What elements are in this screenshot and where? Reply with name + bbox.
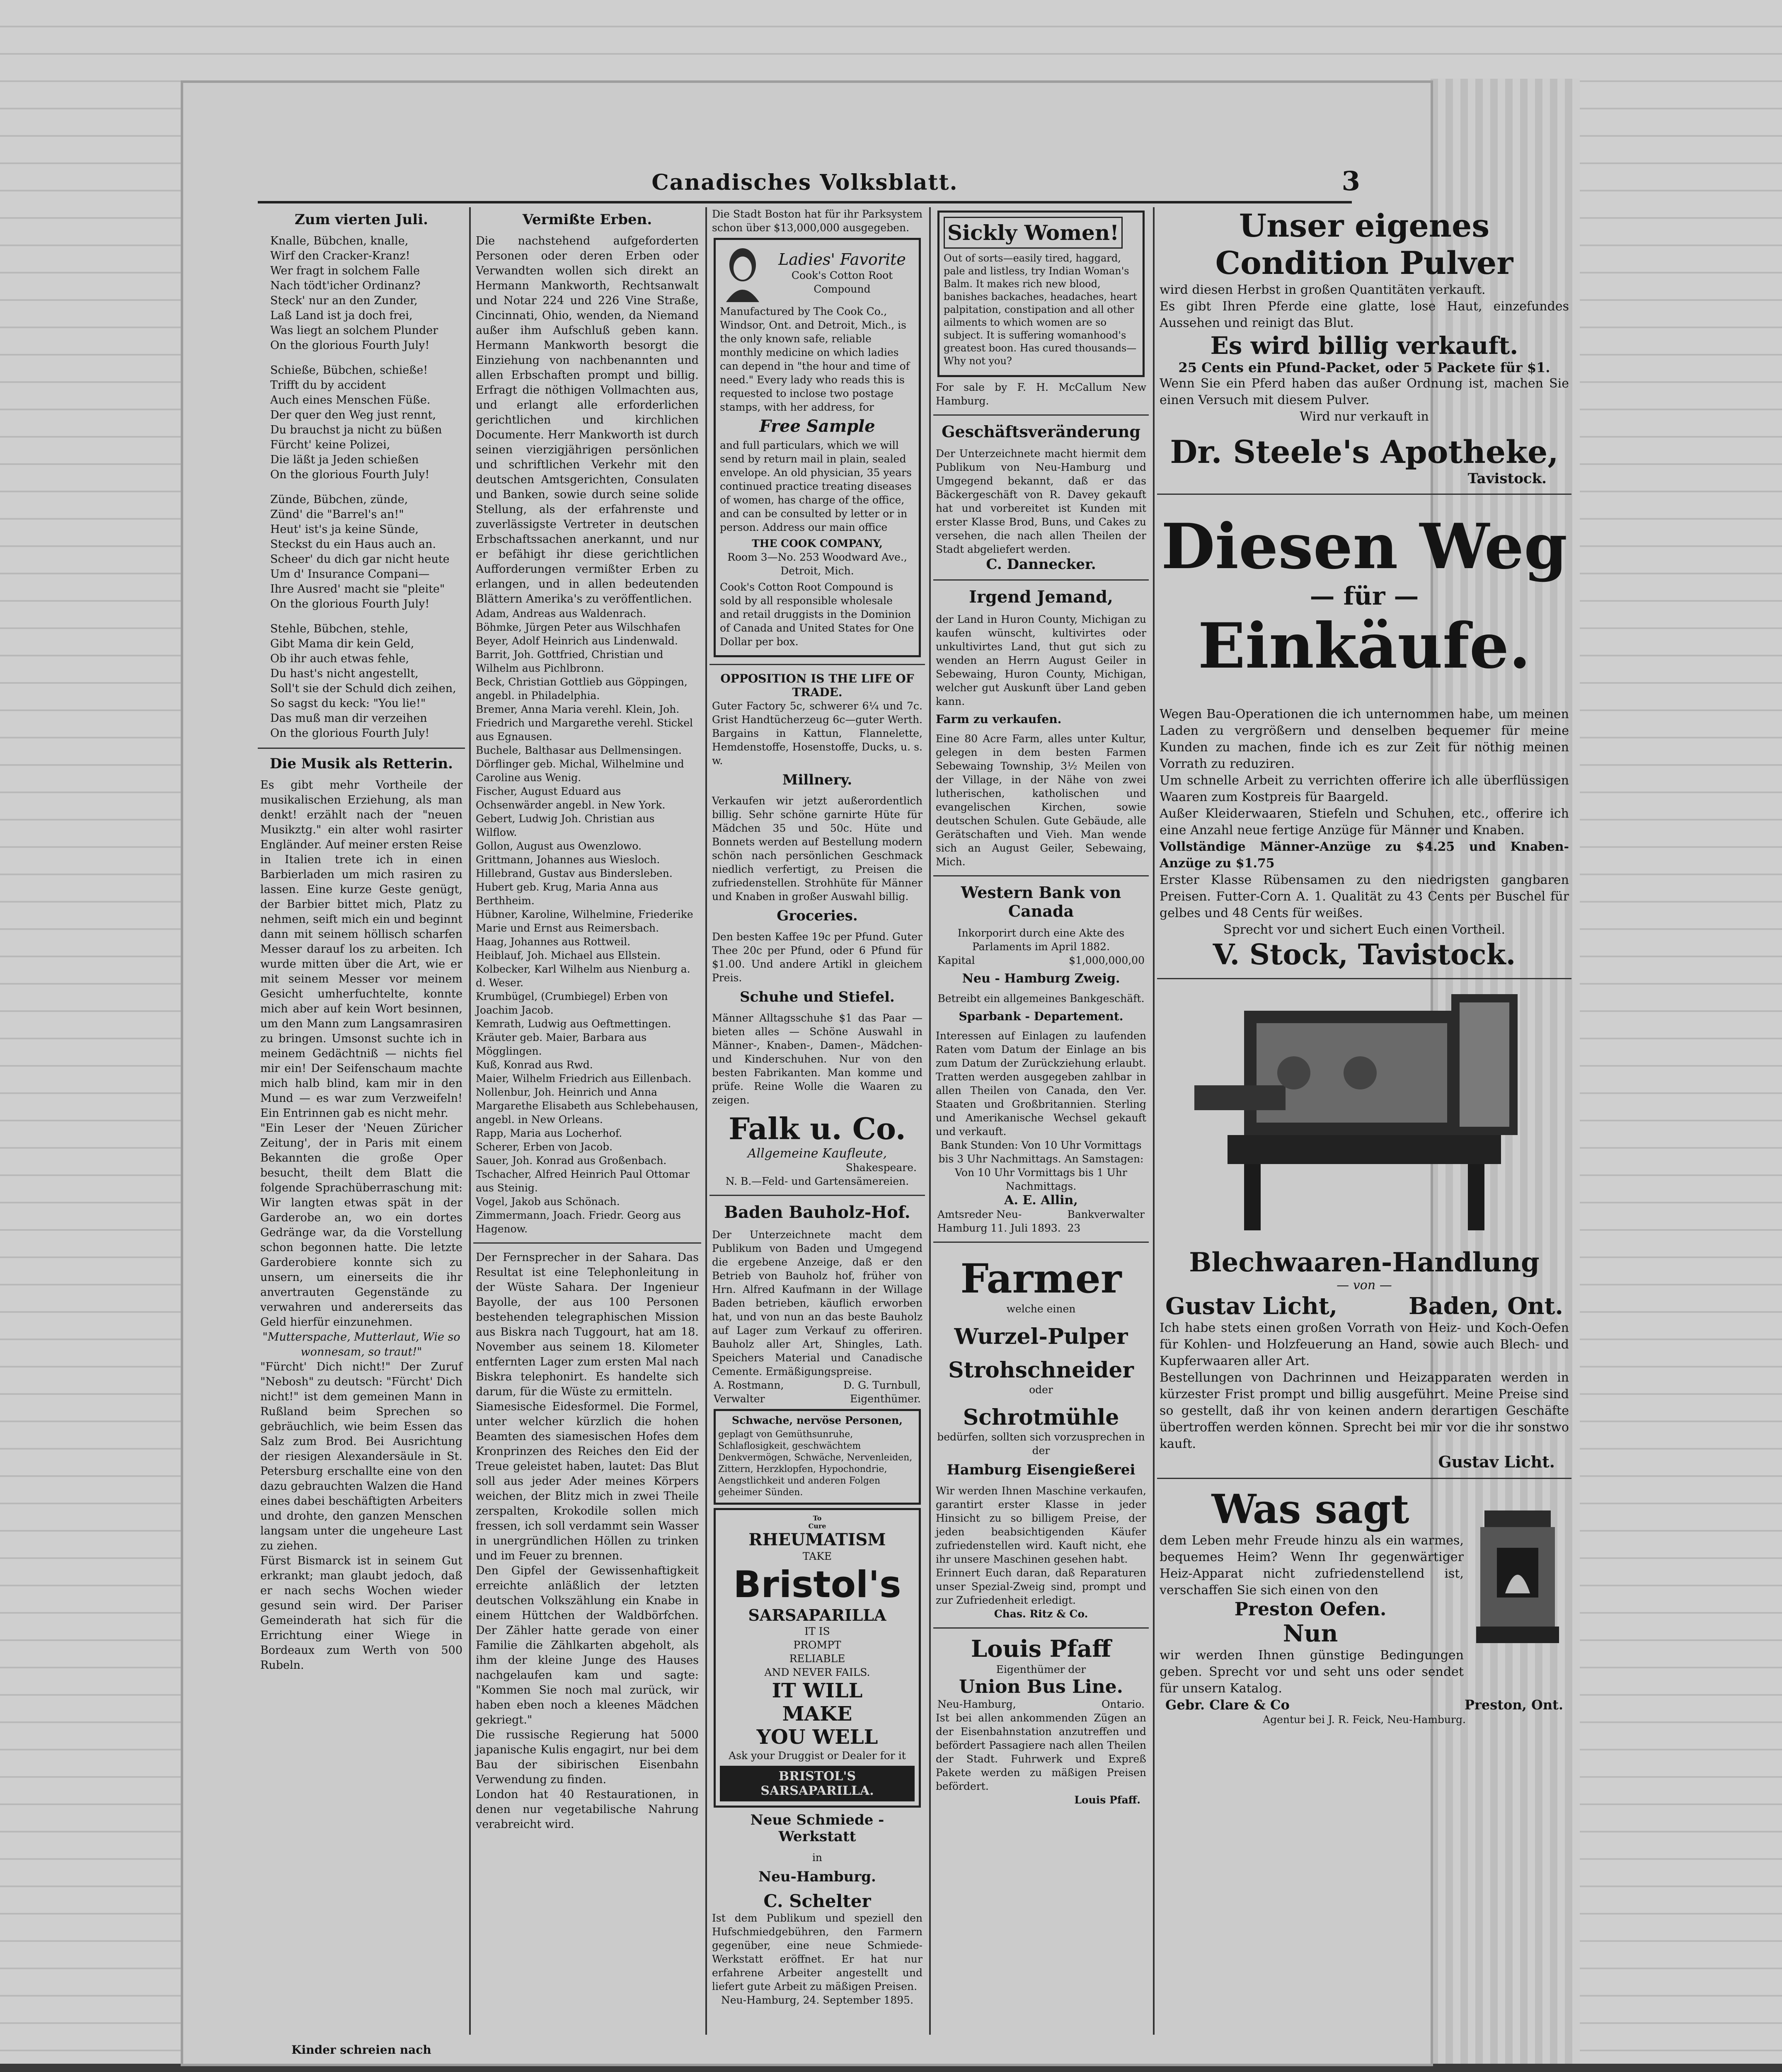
ad-body: Vollständige Männer-Anzüge zu $4.25 und Knaben-Anzüge zu $1.75 bbox=[1160, 840, 1569, 871]
ad-line: — von — bbox=[1336, 1278, 1392, 1293]
ad-body: Den besten Kaffee 19c per Pfund. Guter Thee 20c per Pfund, oder 6 Pfund für $1.00. Und andere Artikl in gleichem Preis. bbox=[712, 931, 922, 984]
poem-line: Steckst du ein Haus auch an. bbox=[270, 538, 436, 551]
article-quote: "Mutterspache, Mutterlaut, Wie so wonnesam, so traut!" bbox=[262, 1331, 460, 1358]
stove-illustration-icon bbox=[1186, 986, 1542, 1243]
list-item: Dörflinger geb. Michal, Wilhelmine und Caroline aus Wenig. bbox=[476, 758, 684, 784]
ad-line: bedürfen, sollten sich vorzusprechen in der bbox=[937, 1431, 1145, 1457]
list-item: Kuß, Konrad aus Rwd. bbox=[476, 1059, 593, 1071]
ad-subtitle: Cook's Cotton Root Compound bbox=[791, 269, 893, 295]
poem-line: Gibt Mama dir kein Geld, bbox=[270, 637, 414, 650]
ad-weak-persons bbox=[714, 1409, 921, 1505]
list-item: Kemrath, Ludwig aus Oeftmettingen. bbox=[476, 1018, 671, 1030]
ad-company: THE COOK COMPANY, bbox=[752, 537, 883, 549]
ad-body: dem Leben mehr Freude hinzu als ein warmes, bequemes Heim? Wenn Ihr gegenwärtiger Heiz-Apparat nicht zufriedenstellend ist, verschaffen Sie sich einen von den bbox=[1160, 1533, 1464, 1598]
poem-line: On the glorious Fourth July! bbox=[270, 468, 430, 481]
ad-sickly-women bbox=[937, 211, 1145, 377]
ad-line: oder bbox=[1029, 1384, 1053, 1396]
poem-line: Auch eines Menschen Füße. bbox=[270, 394, 431, 407]
ad-body: Wenn Sie ein Pferd haben das außer Ordnung ist, machen Sie einen Versuch mit diesem Pulver. bbox=[1160, 376, 1569, 407]
ad-line: YOU WELL bbox=[756, 1726, 878, 1749]
ad-body: Außer Kleiderwaaren, Stiefeln und Schuhen, etc., offerire ich eine Anzahl neue fertige Anzüge für Männer und Knaben. bbox=[1160, 806, 1569, 838]
ad-signature: Gebr. Clare & Co bbox=[1165, 1697, 1290, 1713]
ad-signature: D. G. Turnbull, bbox=[843, 1379, 921, 1391]
divider bbox=[933, 1242, 1149, 1243]
ad-heading: Schwache, nervöse Personen, bbox=[732, 1414, 903, 1426]
bank-branch: Neu - Hamburg Zweig. bbox=[962, 971, 1120, 986]
ad-tin-city: Baden, Ont. bbox=[1409, 1293, 1563, 1320]
divider bbox=[709, 664, 925, 665]
poem-line: Trifft du by accident bbox=[270, 379, 386, 392]
article-paragraph: Fürst Bismarck ist in seinem Gut erkrankt; man glaubt jedoch, daß er nach sechs Wochen wieder gesund sein wird. Der Pariser Gemeinderath hat sich für die Errichtung einer Wiege in Bordeaux zum Werth von 500 Rubeln. bbox=[260, 1554, 462, 1672]
ad-brand: Bristol's bbox=[733, 1563, 901, 1606]
list-item: Vogel, Jakob aus Schönach. bbox=[476, 1196, 620, 1208]
ad-heading: Union Bus Line. bbox=[959, 1676, 1123, 1697]
ad-body: Wegen Bau-Operationen die ich unternommen habe, um meinen Laden zu vergrößern und denselben bequemer für meine Kunden zu machen, finde ich es zur Zeit für nöthig meinen Vorrath zu reduziren. bbox=[1160, 707, 1569, 771]
ad-heading: Farm zu verkaufen. bbox=[936, 712, 1062, 726]
ad-line: in bbox=[812, 1852, 823, 1864]
poem-line: Fürcht' keine Polizei, bbox=[270, 438, 390, 451]
article-paragraph: Den Gipfel der Gewissenhaftigkeit erreichte anläßlich der letzten deutschen Volkszählung ein Knabe in einem Hüttchen der Waldbörfchen. Der Zähler hatte gerade von einer Familie die Zählkarten abgeholt, als ihm der kleine Junge des Hauses nachgelaufen kam und sagte: "Kommen Sie noch mal zurück, wir haben eben noch a kleenes Mädchen gekriegt." bbox=[476, 1564, 699, 1726]
list-item: Krumbügel, (Crumbiegel) Erben von Joachim Jacob. bbox=[476, 990, 668, 1016]
poem-line: Wer fragt in solchem Falle bbox=[270, 264, 420, 277]
ad-banner: BRISTOL'S SARSAPARILLA. bbox=[720, 1766, 915, 1801]
column-3 bbox=[709, 207, 925, 2035]
ad-title: Sickly Women! bbox=[944, 217, 1123, 249]
list-item: Grittmann, Johannes aus Wiesloch. bbox=[476, 854, 660, 866]
ad-line: Eigenthümer der bbox=[996, 1663, 1086, 1675]
ad-heading: Baden Bauholz-Hof. bbox=[724, 1203, 910, 1222]
poem-line: Nach tödt'icher Ordinanz? bbox=[270, 279, 421, 292]
article-paragraph: Der Fernsprecher in der Sahara. Das Resultat ist eine Telephonleitung in der Wüste Sahara. Der Ingenieur Bayolle, der aus 100 Personen bestehenden telegraphischen Mission aus Biskra nach Tuggourt, hat am 18. November aus seinem 18. Kilometer entfernten Lager zum ersten Mal nach Biskra telephonirt. Es handelte sich darum, für die Wüste zu ermitteln. bbox=[476, 1251, 699, 1398]
masthead bbox=[258, 166, 1360, 199]
ad-city: Tavistock. bbox=[1467, 470, 1547, 487]
newspaper-page bbox=[183, 83, 1569, 2064]
divider bbox=[933, 414, 1149, 416]
ad-signature: Preston, Ont. bbox=[1464, 1697, 1563, 1713]
ad-was-title: Was sagt bbox=[1211, 1486, 1409, 1532]
poem-line: Die läßt ja Jeden schießen bbox=[270, 453, 419, 466]
poem-line: On the glorious Fourth July! bbox=[270, 598, 430, 610]
ad-firm-note: N. B.—Feld- und Gartensämereien. bbox=[725, 1175, 909, 1187]
list-item: Beck, Christian Gottlieb aus Göppingen, angebl. in Philadelphia. bbox=[476, 676, 688, 702]
article-paragraph: Siamesische Eidesformel. Die Formel, unter welcher kürzlich die hohen Beamten des siamesischen Hofes dem Kronprinzen des Reiches den Eid der Treue geleistet haben, lautet: Das Blut soll aus jeder Ader meines Körpers weichen, der Blitz mich in zwei Theile zerspalten, Krokodile sollen mich fressen, ich soll verdammt sein Wasser in unergründlichen Höllen zu trinken und im Feuer zu brennen. bbox=[476, 1400, 699, 1562]
poem-stanza bbox=[270, 622, 465, 741]
ad-heading: Groceries. bbox=[777, 908, 858, 924]
ad-line: To bbox=[813, 1514, 822, 1522]
poem-line: Wirf den Cracker-Kranz! bbox=[270, 249, 410, 262]
poem-line: So sagst du keck: "You lie!" bbox=[270, 697, 426, 710]
divider bbox=[1157, 494, 1571, 495]
woman-portrait-icon bbox=[720, 244, 765, 302]
ad-heading: OPPOSITION IS THE LIFE OF TRADE. bbox=[720, 672, 914, 699]
ad-item: Strohschneider bbox=[948, 1358, 1134, 1383]
list-item: Fischer, August Eduard aus Ochsenwärder angebl. in New York. bbox=[476, 785, 666, 811]
ad-item: Wurzel-Pulper bbox=[954, 1324, 1128, 1349]
divider bbox=[258, 748, 465, 749]
ad-line: RELIABLE bbox=[789, 1653, 845, 1665]
ad-line: PROMPT bbox=[793, 1639, 841, 1651]
article-paragraph: "Fürcht' Dich nicht!" Der Zuruf "Nebosh" zu deutsch: "Fürcht' Dich nicht!" ist dem gemeinen Mann in Rußland beim Sprechen so gebräuchlich, wie beim Essen das Salz zum Brod. Bei Ausrichtung der riesigen Alexandersäule in St. Petersburg erschallte eine von den dazu gebrauchten Walzen die Hand eines dabei beschäftigten Arbeiters und drohte, den ganzen Menschen langsam unter die ungeheure Last zu ziehen. bbox=[260, 1360, 462, 1552]
ad-body: Sprecht vor und sichert Euch einen Vortheil. bbox=[1223, 922, 1505, 937]
ad-heading: Neu-Hamburg. bbox=[758, 1869, 876, 1885]
poem-title: Zum vierten Juli. bbox=[295, 211, 428, 228]
list-item: Beyer, Adolf Heinrich aus Lindenwald. bbox=[476, 635, 678, 647]
list-item: Hübner, Karoline, Wilhelmine, Friederike Marie und Ernst aus Reimersbach. bbox=[476, 908, 693, 934]
ad-price: 25 Cents ein Pfund-Packet, oder 5 Packete für $1. bbox=[1178, 360, 1550, 375]
poem-stanza bbox=[270, 492, 465, 612]
list-item: Gebert, Ludwig Joh. Christian aus Wilflow. bbox=[476, 813, 655, 838]
ad-signature: Gustav Licht. bbox=[1438, 1452, 1555, 1471]
ad-title: Ladies' Favorite bbox=[778, 250, 906, 269]
poem-line: Der quer den Weg just rennt, bbox=[270, 409, 436, 421]
ad-firm-name: C. Schelter bbox=[763, 1891, 871, 1911]
ad-line: IT IS bbox=[804, 1625, 830, 1637]
ad-sale-note: For sale by F. H. McCallum New Hamburg. bbox=[936, 381, 1146, 407]
ad-place: Ontario. bbox=[1101, 1698, 1145, 1710]
ad-weg-title: Diesen Weg bbox=[1161, 510, 1568, 583]
heirs-list bbox=[476, 607, 699, 1236]
list-item: Nollenbur, Joh. Heinrich und Anna Margarethe Elisabeth aus Schlebehausen, angebl. in New Orleans. bbox=[476, 1086, 699, 1126]
poem-line: On the glorious Fourth July! bbox=[270, 339, 430, 352]
poem-line: Stehle, Bübchen, stehle, bbox=[270, 622, 409, 635]
list-item: Hubert geb. Krug, Maria Anna aus Berthheim. bbox=[476, 881, 659, 907]
bank-footer-left: Amtsreder Neu-Hamburg 11. Juli 1893. bbox=[937, 1208, 1061, 1234]
ad-body: Bestellungen von Dachrinnen und Heizapparaten werden in kürzester Frist prompt und billig ausgeführt. Meine Preise sind so gestellt, daß ihr von keinen andern derartigen Geschäfte übertroffen werden können. Sprecht bei mir vor die ihr sonstwo kauft. bbox=[1160, 1370, 1569, 1451]
ad-weg-title: Einkäufe. bbox=[1198, 610, 1531, 683]
ad-free-sample: Free Sample bbox=[759, 416, 875, 436]
list-item: Zimmermann, Joach. Friedr. Georg aus Hagenow. bbox=[476, 1209, 681, 1235]
ad-powder-title: Unser eigenes Condition Pulver bbox=[1215, 207, 1513, 281]
article-paragraph: Die russische Regierung hat 5000 japanische Kulis engagirt, nur bei dem Bau der sibirischen Eisenbahn Verwendung zu finden. bbox=[476, 1728, 699, 1786]
poem-line: Schieße, Bübchen, schieße! bbox=[270, 364, 428, 377]
ad-heading: Neue Schmiede - Werkstatt bbox=[750, 1812, 884, 1845]
column-divider bbox=[1153, 207, 1155, 2035]
ad-item: Schrotmühle bbox=[963, 1405, 1119, 1430]
ad-body: Erster Klasse Rübensamen zu den niedrigsten gangbaren Preisen. Futter-Corn A. 1. Qualität zu 43 Cents per Buschel für gelbes und 48 Cents für weißes. bbox=[1160, 873, 1569, 920]
list-item: Adam, Andreas aus Waldenrach. bbox=[476, 608, 646, 620]
ad-heading: Preston Oefen. bbox=[1234, 1599, 1387, 1620]
ad-body: Eine 80 Acre Farm, alles unter Kultur, gelegen in dem besten Farmen Sebewaing Township, 3½ Meilen von der Village, in der Nähe von zwei lutherischen, katholischen und evangelischen Kirchen, sowie deutschen Schulen. Gute Gebäude, alle Gerätschaften und Vieh. Man wende sich an August Geiler, Sebewaing, Mich. bbox=[936, 733, 1146, 868]
ad-body: Manufactured by The Cook Co., Windsor, Ont. and Detroit, Mich., is the only known safe, reliable monthly medicine on which ladies can depend in "the hour and time of need." Every lady who reads this is requested to inclose two postage stamps, with her address, for bbox=[720, 305, 910, 413]
ad-firm-sub: Allgemeine Kaufleute, bbox=[747, 1146, 887, 1161]
page-number: 3 bbox=[1341, 166, 1360, 197]
ad-heading: Hamburg Eisengießerei bbox=[947, 1462, 1136, 1478]
ad-heading: Schuhe und Stiefel. bbox=[740, 989, 895, 1005]
poem-line: Knalle, Bübchen, knalle, bbox=[270, 235, 409, 247]
divider bbox=[709, 1195, 925, 1196]
article-paragraph: London hat 40 Restaurationen, in denen nur vegetabilische Nahrung verabreicht wird. bbox=[476, 1788, 699, 1831]
ad-signature-role: Eigenthümer. bbox=[850, 1393, 921, 1405]
column-divider bbox=[929, 207, 931, 2035]
column-divider bbox=[705, 207, 707, 2035]
ad-body: Wird nur verkauft in bbox=[1300, 409, 1429, 424]
bank-capital-value: $1,000,000,00 bbox=[1069, 954, 1145, 966]
ad-body: Es gibt Ihren Pferde eine glatte, lose Haut, einzefundes Aussehen und reinigt das Blut. bbox=[1160, 299, 1569, 330]
ad-body: Der Unterzeichnete macht dem Publikum von Baden und Umgegend die ergebene Anzeige, daß er den Betrieb von Bauholz hof, früher von Hrn. Alfred Kaufmann in der Willage Baden betrieben, käuflich erworben hat, und von nun an das beste Bauholz auf Lager zum Verkauf zu offeriren. Bauholz aller Art, Shingles, Lath. Speichers Material und Canadische Cemente. Ermäßigungspreise. bbox=[712, 1229, 922, 1377]
divider bbox=[933, 579, 1149, 581]
ad-body: Ist dem Publikum und speziell den Hufschmiedgebühren, den Farmern gegenüber, eine neue Schmiede-Werkstatt eröffnet. Er hat nur erfahrene Arbeiter angestellt und liefert gute Arbeit zu mäßigen Preisen. bbox=[712, 1912, 922, 1992]
ad-firm-city: Shakespeare. bbox=[845, 1162, 917, 1174]
poem-line: Um d' Insurance Compani— bbox=[270, 568, 430, 581]
ad-address: Room 3—No. 253 Woodward Ave., Detroit, Mich. bbox=[727, 551, 907, 577]
ad-body: Ist bei allen ankommenden Zügen an der Eisenbahnstation anzutreffen und befördert Passagiere nach allen Theilen der Stadt. Fuhrwerk und Expreß Pakete werden zu mäßigen Preisen befördert. bbox=[936, 1712, 1146, 1792]
list-item: Rapp, Maria aus Locherhof. bbox=[476, 1127, 622, 1139]
ad-body: Out of sorts—easily tired, haggard, pale and listless, try Indian Woman's Balm. It makes rich new blood, banishes backaches, headaches, heart palpitation, constipation and all other ailments to which women are so subject. It is suffering womanhood's greatest boon. Has cured thousands—Why not you? bbox=[944, 252, 1137, 367]
ad-line: MAKE bbox=[782, 1702, 852, 1726]
list-item: Hillebrand, Gustav aus Bindersleben. bbox=[476, 867, 673, 879]
ad-line: Cure bbox=[808, 1522, 826, 1530]
list-item: Maier, Wilhelm Friedrich aus Eillenbach. bbox=[476, 1072, 692, 1084]
article-title: Die Musik als Retterin. bbox=[270, 755, 453, 772]
ad-signature-role: Verwalter bbox=[714, 1393, 765, 1405]
divider bbox=[473, 1242, 701, 1244]
bank-note: Betreibt ein allgemeines Bankgeschäft. bbox=[937, 992, 1145, 1005]
ad-firm-name: Louis Pfaff bbox=[971, 1635, 1111, 1663]
ad-agent: Agentur bei J. R. Feick, Neu-Hamburg. bbox=[1263, 1714, 1466, 1726]
ad-line: — für — bbox=[1310, 582, 1419, 611]
list-item: Bremer, Anna Maria verehl. Klein, Joh. Friedrich und Margarethe verehl. Stickel aus Egnausen. bbox=[476, 703, 693, 743]
ad-line: SARSAPARILLA bbox=[748, 1606, 886, 1624]
bank-footer-right: Bankverwalter 23 bbox=[1067, 1208, 1145, 1234]
poem-line: On the glorious Fourth July! bbox=[270, 727, 430, 740]
poem-line: Heut' ist's ja keine Sünde, bbox=[270, 523, 419, 536]
ad-signature: V. Stock, Tavistock. bbox=[1213, 938, 1516, 971]
ad-heading: Geschäftsveränderung bbox=[942, 422, 1140, 441]
ad-date: Neu-Hamburg, 24. September 1895. bbox=[721, 1994, 914, 2006]
poem-line: Steck' nur an den Zunder, bbox=[270, 294, 418, 307]
column-2 bbox=[473, 207, 701, 2035]
ad-bristols bbox=[714, 1508, 921, 1808]
film-border bbox=[0, 2064, 1782, 2072]
ad-heading: Millnery. bbox=[782, 772, 852, 788]
bank-hours: Bank Stunden: Von 10 Uhr Vormittags bis 3 Uhr Nachmittags. An Samstagen: Von 10 Uhr Vormittags bis 1 Uhr Nachmittags. bbox=[938, 1139, 1144, 1192]
poem-line: Du hast's nicht angestellt, bbox=[270, 667, 419, 680]
ad-heading: Irgend Jemand, bbox=[969, 587, 1113, 607]
poem-line: Was liegt an solchem Plunder bbox=[270, 324, 438, 337]
ad-place: Neu-Hamburg, bbox=[937, 1698, 1016, 1710]
ad-footnote: Cook's Cotton Root Compound is sold by all responsible wholesale and retail druggists in the Dominion of Canada and United States for One Dollar per box. bbox=[720, 581, 914, 648]
ad-line: Ask your Druggist or Dealer for it bbox=[729, 1750, 906, 1762]
poem-line: Scheer' du dich gar nicht heute bbox=[270, 553, 450, 566]
ad-body: and full particulars, which we will send by return mail in plain, sealed envelope. An old physician, 35 years continued practice treating diseases of women, has charge of the office, and can be consulted by letter or in person. Address our main office bbox=[720, 439, 912, 533]
ad-body: Der Unterzeichnete macht hiermit dem Publikum von Neu-Hamburg und Umgegend bekannt, daß er das Bäckergeschäft von R. Davey gekauft hat und vorbereitet ist Kunden mit erster Klasse Brod, Buns, und Cakes zu versehen, die nach allen Theilen der Stadt abgeliefert werden. bbox=[936, 448, 1146, 555]
ad-body: Männer Alltagsschuhe $1 das Paar — bieten alles — Schöne Auswahl in Männer-, Knaben-, Damen-, Mädchen- und Kinderschuhen. Nur von den besten Fabrikanten. Man komme und prüfe. Reine Wolle die Waaren zu zeigen. bbox=[712, 1012, 922, 1106]
ad-body: Erinnert Euch daran, daß Reparaturen unser Spezial-Zweig sind, prompt und zur Zufriedenheit erledigt. bbox=[936, 1567, 1146, 1606]
bank-capital-label: Kapital bbox=[937, 954, 975, 966]
list-item: Scherer, Erben von Jacob. bbox=[476, 1141, 613, 1153]
ad-line: IT WILL bbox=[772, 1679, 863, 1702]
ad-body: wir werden Ihnen günstige Bedingungen geben. Sprecht vor und seht uns oder sendet für unsern Katalog. bbox=[1160, 1648, 1464, 1696]
ad-heading: Nun bbox=[1283, 1620, 1338, 1647]
poem-line: Ob ihr auch etwas fehle, bbox=[270, 652, 409, 665]
poem-line: Soll't sie der Schuld dich zeihen, bbox=[270, 682, 456, 695]
ad-firm-name: Falk u. Co. bbox=[729, 1111, 906, 1146]
news-note: Die Stadt Boston hat für ihr Parksystem schon über $13,000,000 ausgegeben. bbox=[712, 208, 922, 234]
column-4 bbox=[933, 207, 1149, 2035]
list-item: Barrit, Joh. Gottfried, Christian und Wilhelm aus Pichlbronn. bbox=[476, 649, 663, 674]
list-item: Tschacher, Alfred Heinrich Paul Ottomar aus Steinig. bbox=[476, 1168, 690, 1194]
ad-signature: C. Dannecker. bbox=[986, 556, 1096, 573]
column-5 bbox=[1157, 207, 1571, 2035]
article-paragraph: Es gibt mehr Vortheile der musikalischen Erziehung, als man denkt! erzählt nach der "neuen Musikztg." ein alter wohl rasirter Engländer. Auf meiner ersten Reise in Italien trete ich in einen Barbierladen um mich rasiren zu lassen. Eine kurze Geste genügt, der Barbier bittet mich, Platz zu nehmen, seift mich ein und beginnt dann mit seinem höllisch scharfen Messer darauf los zu arbeiten. Ich wurde mitten über die Art, wie er mit seinem Messer vor meinem Gesicht umherfuchtelte, konnte mich aber auf kein Wort besinnen, um den Mann zum Langsamrasiren zu bringen. Umsonst suchte ich in meinem Gedächtniß — nichts fiel mir ein! Der Seifenschaum machte mich halb blind, kam mir in den Mund — es war zum Verzweifeln! Ein Entrinnen gab es nicht mehr. bbox=[260, 779, 462, 1120]
bank-department: Sparbank - Departement. bbox=[959, 1009, 1123, 1023]
article-title: Vermißte Erben. bbox=[522, 211, 652, 228]
ad-body: Verkaufen wir jetzt außerordentlich billig. Sehr schöne garnirte Hüte für Mädchen 35 und 50c. Hüte und Bonnets werden auf Bestellung modern schön nach persönlichen Geschmack niedlich verfertigt, zu Preisen die zufriedenstellen. Strohhüte für Männer und Knaben in großer Auswahl billig. bbox=[712, 795, 922, 903]
list-item: Heiblauf, Joh. Michael aus Ellstein. bbox=[476, 949, 661, 961]
ad-signature: A. Rostmann, bbox=[714, 1379, 784, 1391]
ad-tin-name: Gustav Licht, bbox=[1165, 1293, 1338, 1320]
article-paragraph: "Ein Leser der 'Neuen Züricher Zeitung', der in Paris mit einem Bekannten die große Oper besucht, theilt dem Blatt die folgende Sprachüberraschung mit: Wir langten etwas spät in der Garderobe an, wo ein dortes Gedränge war, da die Vorstellung schon begonnen hatte. Die letzte Garderobiere konnte sich zu unsern, um einerseits die ihr anvertrauten Gegenstände zu verwahren und andererseits das Geld hierfür einzunehmen. bbox=[260, 1122, 462, 1329]
poem-stanza bbox=[270, 234, 465, 353]
column-footer: Kinder schreien nach bbox=[291, 2043, 431, 2057]
ad-body: Wir werden Ihnen Maschine verkaufen, garantirt erster Klasse in jeder Hinsicht zu so billigem Preise, der jeden beabsichtigenden Käufer zufriedenstellen wird. Kauft nicht, ehe ihr unsere Maschinen gesehen habt. bbox=[936, 1485, 1146, 1565]
ad-farmer-title: Farmer bbox=[960, 1255, 1122, 1302]
list-item: Kolbecker, Karl Wilhelm aus Nienburg a. d. Weser. bbox=[476, 963, 690, 989]
poem-line: Ihre Ausred' macht sie "pleite" bbox=[270, 583, 445, 595]
ad-body: der Land in Huron County, Michigan zu kaufen wünscht, kultivirtes oder unkultivirtes Land, thut gut sich zu wenden an Herrn August Geiler in Sebewaing, Huron County, Michigan, welcher gut Auskunft über Land geben kann. bbox=[936, 613, 1146, 707]
ad-tin-title: Blechwaaren-Handlung bbox=[1189, 1247, 1540, 1278]
masthead-title: Canadisches Volksblatt. bbox=[651, 170, 958, 195]
ad-body: geplagt von Gemüthsunruhe, Schlaflosigkeit, geschwächtem Denkvermögen, Schwäche, Nervenleiden, Zittern, Herzklopfen, Hypochondrie, Aengstlichkeit und anderen Folgen geheimer Sünden. bbox=[718, 1429, 913, 1498]
bank-body: Interessen auf Einlagen zu laufenden Raten vom Datum der Einlage an bis zum Datum der Zurückziehung erlaubt. Tratten werden ausgegeben zahlbar in allen Theilen von Canada, den Ver. Staaten und Großbritannien. Sterling und Amerikanische Wechsel gekauft und verkauft. bbox=[936, 1030, 1146, 1138]
list-item: Böhmke, Jürgen Peter aus Wilschhafen bbox=[476, 621, 681, 633]
ad-line: AND NEVER FAILS. bbox=[764, 1666, 870, 1678]
divider bbox=[933, 875, 1149, 876]
ad-apotheke: Dr. Steele's Apotheke, bbox=[1170, 433, 1559, 470]
ad-body: Guter Factory 5c, schwerer 6¼ und 7c. Grist Handtücherzeug 6c—guter Werth. Bargains in Kattun, Flannelette, Hemdenstoffe, Hosenstoffe, Ducks, u. s. w. bbox=[712, 700, 922, 767]
ad-body: wird diesen Herbst in großen Quantitäten verkauft. bbox=[1160, 283, 1486, 297]
list-item: Kräuter geb. Maier, Barbara aus Mögglingen. bbox=[476, 1031, 647, 1057]
poem-stanza bbox=[270, 363, 465, 482]
column-1 bbox=[258, 207, 465, 2035]
ad-line: welche einen bbox=[1006, 1303, 1076, 1315]
poem-line: Das muß man dir verzeihen bbox=[270, 712, 427, 725]
ad-signature: Chas. Ritz & Co. bbox=[994, 1608, 1088, 1620]
bank-name: Western Bank von Canada bbox=[961, 883, 1121, 920]
poem-line: Du brauchst ja nicht zu büßen bbox=[270, 424, 442, 436]
masthead-rule bbox=[258, 201, 1352, 203]
ad-heading: Es wird billig verkauft. bbox=[1210, 332, 1518, 360]
poem-line: Zünde, Bübchen, zünde, bbox=[270, 493, 408, 506]
list-item: Haag, Johannes aus Rottweil. bbox=[476, 936, 631, 948]
poem-line: Laß Land ist ja doch frei, bbox=[270, 309, 413, 322]
ad-ladies-favorite bbox=[714, 238, 921, 657]
ad-body: Ich habe stets einen großen Vorrath von Heiz- und Koch-Oefen für Kohlen- und Holzfeuerung an Hand, sowie auch Blech- und Kupferwaaren aller Art. bbox=[1160, 1321, 1569, 1368]
poem-line: Zünd' die "Barrel's an!" bbox=[270, 508, 404, 521]
furnace-illustration-icon bbox=[1468, 1502, 1567, 1651]
ad-body: Um schnelle Arbeit zu verrichten offerire ich alle überflüssigen Waaren zum Kostpreis für Baargeld. bbox=[1160, 773, 1569, 804]
divider bbox=[1157, 978, 1571, 979]
ad-line: RHEUMATISM bbox=[748, 1530, 886, 1549]
list-item: Sauer, Joh. Konrad aus Großenbach. bbox=[476, 1155, 667, 1167]
divider bbox=[1157, 1478, 1571, 1479]
bank-manager: A. E. Allin, bbox=[1004, 1193, 1078, 1208]
list-item: Gollon, August aus Owenzlowo. bbox=[476, 840, 642, 852]
article-paragraph: Die nachstehend aufgeforderten Personen oder deren Erben oder Verwandten wollen sich direkt an Hermann Mankworth, Rechtsanwalt und Notar 224 und 226 Vine Straße, Cincinnati, Ohio, wenden, da Niemand außer ihm Aufschluß geben kann. Hermann Mankworth besorgt die Einziehung von nachbenannten und allen Erbschaften prompt und billig. Erfragt die nöthigen Vollmachten aus, und erlangt alle erforderlichen gerichtlichen und kirchlichen Documente. Herr Mankworth ist durch seinen vierzigjährigen persönlichen und schriftlichen Verkehr mit den deutschen Amtsgerichten, Consulaten und Banken, sowie durch seine solide Stellung, als der erfahrenste und zuverlässigste Vertreter in deutschen Erbschaftssachen anerkannt, und nur er befähigt ihr diese gerichtlichen Aufforderungen vermißter Erben zu erlangen, und in allen bedeutenden Blättern Amerika's zu veröffentlichen. bbox=[476, 235, 699, 605]
bank-subtitle: Inkorporirt durch eine Akte des Parlaments im April 1882. bbox=[957, 927, 1125, 953]
ad-line: TAKE bbox=[802, 1550, 832, 1562]
divider bbox=[933, 1627, 1149, 1629]
column-divider bbox=[469, 207, 471, 2035]
ad-signature: Louis Pfaff. bbox=[1074, 1794, 1140, 1806]
list-item: Buchele, Balthasar aus Dellmensingen. bbox=[476, 744, 682, 756]
